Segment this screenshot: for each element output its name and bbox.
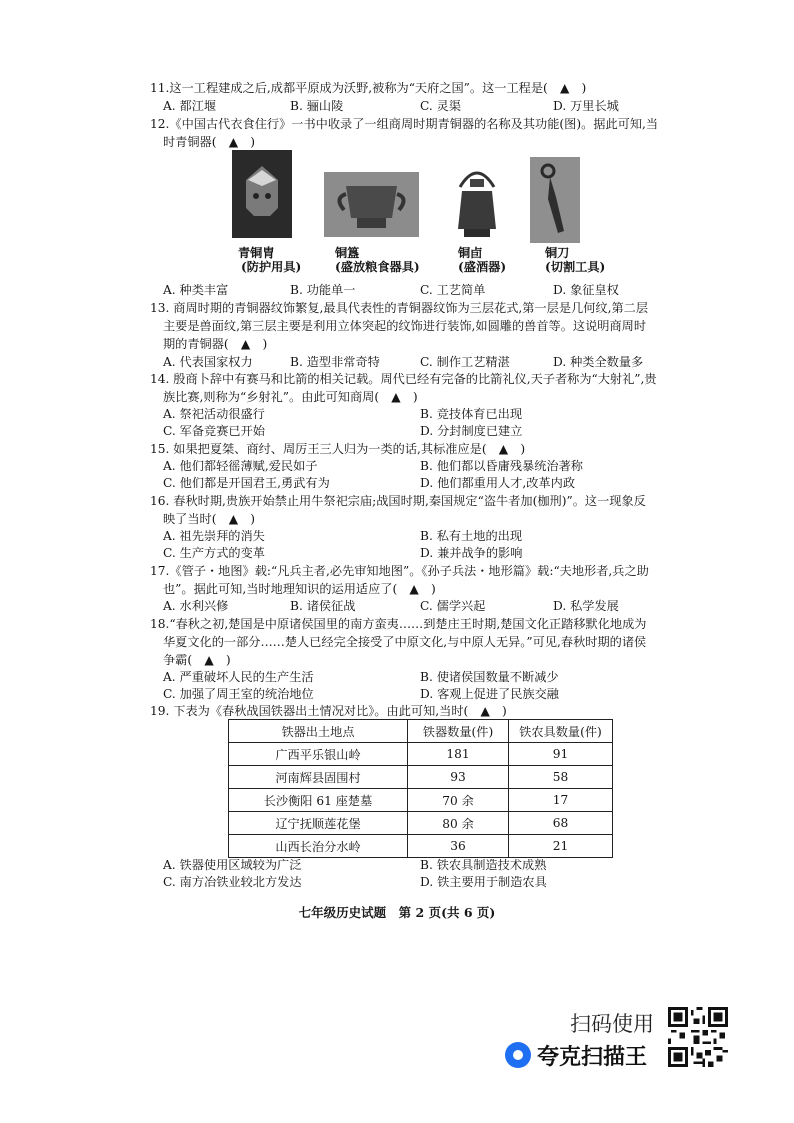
table-cell: 山西长治分水岭 <box>229 835 408 858</box>
table-cell: 80 余 <box>408 812 509 835</box>
iron-artifacts-table <box>228 719 613 858</box>
q17-option-a: A. 水利兴修 <box>163 599 229 613</box>
table-cell: 36 <box>408 835 509 858</box>
table-header: 铁农具数量(件) <box>509 720 613 743</box>
table-header: 铁器数量(件) <box>408 720 509 743</box>
q14-line1: 14. 殷商卜辞中有赛马和比箭的相关记载。周代已经有完备的比箭礼仪,天子者称为“大射礼”,贵 <box>150 372 657 386</box>
bronze-knife-image <box>530 157 580 243</box>
caption-helmet-name: 青铜胄 <box>238 246 275 260</box>
q16-option-c: C. 生产方式的变革 <box>163 546 265 560</box>
q15-option-b: B. 他们都以昏庸残暴统治著称 <box>420 459 583 473</box>
q13-line1: 13. 商周时期的青铜器纹饰繁复,最具代表性的青铜器纹饰为三层花式,第一层是几何纹,第二层 <box>150 301 649 315</box>
q18-line1: 18.“春秋之初,楚国是中原诸侯国里的南方蛮夷……到楚庄王时期,楚国文化正踏移默化地成为 <box>150 617 647 631</box>
q14-option-b: B. 竞技体育已出现 <box>420 407 523 421</box>
q16-option-a: A. 祖先崇拜的消失 <box>163 529 265 543</box>
q19-option-c: C. 南方冶铁业较北方发达 <box>163 875 302 889</box>
scanner-brand <box>505 1040 647 1070</box>
q14-line2: 族比赛,则称为“乡射礼”。由此可知商周( ▲ ) <box>163 390 418 404</box>
q15-stem: 15. 如果把夏桀、商纣、周厉王三人归为一类的话,其标准应是( ▲ ) <box>150 442 526 456</box>
caption-you-use: (盛酒器) <box>458 260 507 274</box>
table-cell: 长沙衡阳 61 座楚墓 <box>229 789 408 812</box>
table-cell: 辽宁抚顺莲花堡 <box>229 812 408 835</box>
q19-option-d: D. 铁主要用于制造农具 <box>420 875 547 889</box>
table-cell: 58 <box>509 766 613 789</box>
table-cell: 17 <box>509 789 613 812</box>
table-cell: 181 <box>408 743 509 766</box>
brand-logo-icon <box>505 1042 531 1068</box>
brand-name: 夸克扫描王 <box>537 1044 648 1070</box>
table-cell: 70 余 <box>408 789 509 812</box>
q18-line3: 争霸( ▲ ) <box>163 653 231 667</box>
caption-you-name: 铜卣 <box>458 246 483 260</box>
q15-option-c: C. 他们都是开国君王,勇武有为 <box>163 476 330 490</box>
q12-stem-line2: 时青铜器( ▲ ) <box>163 135 256 149</box>
caption-gui-use: (盛放粮食器具) <box>335 260 420 274</box>
caption-gui-name: 铜簋 <box>335 246 360 260</box>
page-footer: 七年级历史试题 第 2 页(共 6 页) <box>298 905 496 920</box>
table-cell: 21 <box>509 835 613 858</box>
q17-line2: 也”。据此可知,当时地理知识的运用适应了( ▲ ) <box>163 582 436 596</box>
bronze-gui-image <box>324 172 419 237</box>
q12-option-c: C. 工艺简单 <box>420 283 486 297</box>
q13-option-b: B. 造型非常奇特 <box>290 355 380 369</box>
q11-option-a: A. 都江堰 <box>163 99 217 113</box>
q13-line3: 期的青铜器( ▲ ) <box>163 337 268 351</box>
q16-option-b: B. 私有土地的出现 <box>420 529 523 543</box>
bronze-you-image <box>448 157 506 243</box>
table-cell: 广西平乐银山岭 <box>229 743 408 766</box>
q13-option-d: D. 种类全数量多 <box>553 355 644 369</box>
q14-option-d: D. 分封制度已建立 <box>420 424 523 438</box>
q18-option-b: B. 使诸侯国数量不断减少 <box>420 670 559 684</box>
q14-option-c: C. 军备竞赛已开始 <box>163 424 265 438</box>
q12-option-d: D. 象征皇权 <box>553 283 619 297</box>
q15-option-d: D. 他们都重用人才,改革内政 <box>420 476 576 490</box>
q13-option-c: C. 制作工艺精湛 <box>420 355 510 369</box>
table-row <box>229 789 613 812</box>
q19-option-a: A. 铁器使用区域较为广泛 <box>163 858 302 872</box>
table-row <box>229 812 613 835</box>
table-row <box>229 835 613 858</box>
q17-option-b: B. 诸侯征战 <box>290 599 356 613</box>
table-cell: 河南辉县固围村 <box>229 766 408 789</box>
q18-option-a: A. 严重破坏人民的生产生活 <box>163 670 314 684</box>
q16-line1: 16. 春秋时期,贵族开始禁止用牛祭祀宗庙;战国时期,秦国规定“盗牛者加(枷刑)”。这一现象反 <box>150 494 646 508</box>
q14-option-a: A. 祭祀活动很盛行 <box>163 407 265 421</box>
q13-option-a: A. 代表国家权力 <box>163 355 253 369</box>
q12-option-a: A. 种类丰富 <box>163 283 229 297</box>
q15-option-a: A. 他们都轻徭薄赋,爱民如子 <box>163 459 318 473</box>
q12-option-b: B. 功能单一 <box>290 283 356 297</box>
table-header-row <box>229 720 613 743</box>
table-row <box>229 743 613 766</box>
bronze-helmet-image <box>232 150 292 238</box>
q11-option-b: B. 骊山陵 <box>290 99 344 113</box>
table-cell: 93 <box>408 766 509 789</box>
q17-option-c: C. 儒学兴起 <box>420 599 486 613</box>
table-cell: 68 <box>509 812 613 835</box>
table-header: 铁器出土地点 <box>229 720 408 743</box>
q13-line2: 主要是兽面纹,第三层主要是利用立体突起的纹饰进行装饰,如圆雕的兽首等。这说明商周时 <box>163 319 647 333</box>
q17-option-d: D. 私学发展 <box>553 599 619 613</box>
q18-option-c: C. 加强了周王室的统治地位 <box>163 687 314 701</box>
q18-option-d: D. 客观上促进了民族交融 <box>420 687 559 701</box>
q19-stem: 19. 下表为《春秋战国铁器出土情况对比》。由此可知,当时( ▲ ) <box>150 704 507 718</box>
caption-knife-name: 铜刀 <box>545 246 570 260</box>
caption-knife-use: (切割工具) <box>545 260 606 274</box>
q18-line2: 华夏文化的一部分……楚人已经完全接受了中原文化,与中原人无异。”可见,春秋时期的诸侯 <box>163 635 647 649</box>
q17-line1: 17.《管子・地图》载:“凡兵主者,必先审知地图”。《孙子兵法・地形篇》载:“夫地形者,兵之助 <box>150 564 649 578</box>
scan-to-use-label: 扫码使用 <box>570 1012 654 1036</box>
q16-line2: 映了当时( ▲ ) <box>163 512 256 526</box>
q11-option-d: D. 万里长城 <box>553 99 619 113</box>
knife-icon <box>530 157 580 243</box>
table-row <box>229 766 613 789</box>
vessel-icon <box>324 172 419 237</box>
q12-stem-line1: 12.《中国古代衣食住行》一书中收录了一组商周时期青铜器的名称及其功能(图)。据此可知,当 <box>150 117 659 131</box>
wine-vessel-icon <box>448 157 506 243</box>
q16-option-d: D. 兼并战争的影响 <box>420 546 523 560</box>
qr-code-icon[interactable] <box>668 1007 728 1067</box>
q11-stem: 11.这一工程建成之后,成都平原成为沃野,被称为“天府之国”。这一工程是( ▲ ) <box>150 81 587 95</box>
caption-helmet-use: (防护用具) <box>241 260 302 274</box>
helmet-icon <box>232 150 292 238</box>
table-cell: 91 <box>509 743 613 766</box>
q19-option-b: B. 铁农具制造技术成熟 <box>420 858 547 872</box>
q11-option-c: C. 灵渠 <box>420 99 462 113</box>
